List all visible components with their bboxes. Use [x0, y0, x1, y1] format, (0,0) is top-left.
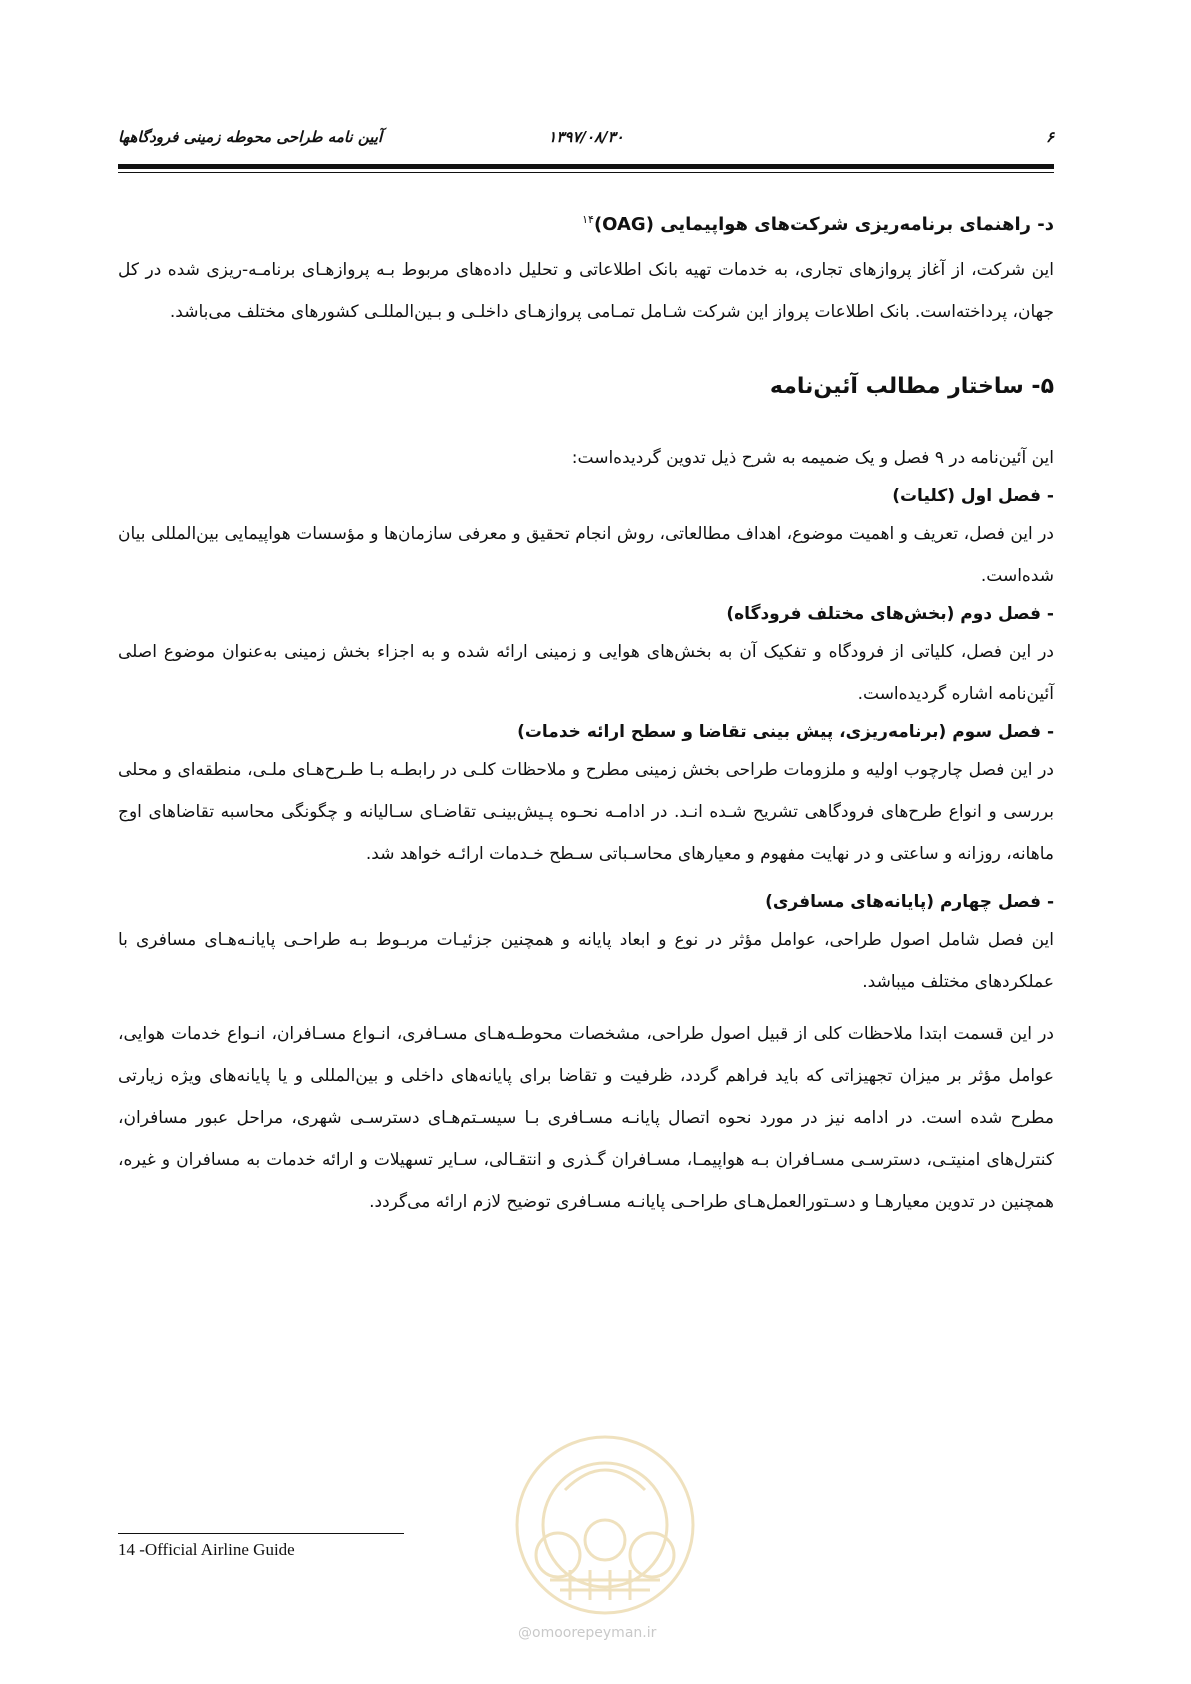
header-rule-thin — [118, 172, 1054, 173]
subsection-d-body: این شرکت، از آغاز پروازهای تجاری، به خدمات تهیه بانک اطلاعاتی و تحلیل داده‌های مربوط بـه پروازهـای برنامـه-ریزی شده در کل جهان، پرداخته‌است. بانک اطلاعات پرواز این شرکت شـامل تمـامی پروازهـای داخلـی و بـین‌المللـی کشورهای مختلف می‌باشد. — [118, 260, 1054, 322]
subsection-d-heading-text: د- راهنمای برنامه‌ریزی شرکت‌های هواپیمایی (OAG) — [593, 214, 1054, 235]
header-rule-thick — [118, 164, 1054, 169]
chapter-4-title: - فصل چهارم (پایانه‌های مسافری) — [765, 892, 1054, 912]
document-title: آیین نامه طراحی محوطه زمینی فرودگاهها — [118, 128, 383, 146]
page-number: ۶ — [1045, 128, 1054, 146]
chapter-1-title: - فصل اول (کلیات) — [892, 486, 1054, 506]
footnote-separator — [118, 1533, 404, 1534]
chapter-1-body: در این فصل، تعریف و اهمیت موضوع، اهداف مطالعاتی، روش انجام تحقیق و معرفی سازمان‌ها و مؤسسات هواپیمایی بین‌المللی بیان شده‌است. — [118, 524, 1054, 586]
page-header — [118, 128, 1054, 154]
chapter-3-title: - فصل سوم (برنامه‌ریزی، پیش بینی تقاضا و سطح ارائه خدمات) — [517, 722, 1054, 742]
page-body — [118, 204, 1054, 1223]
footnote-reference: ۱۴ — [582, 213, 594, 226]
footnote: 14 -Official Airline Guide — [118, 1540, 295, 1559]
chapter-3-body: در این فصل چارچوب اولیه و ملزومات طراحی بخش زمینی مطرح و ملاحظات کلـی در رابطـه بـا طـرح‌هـای ملـی، منطقه‌ای و محلی بررسی و انواع طرح‌های فرودگاهی تشریح شـده انـد. در ادامـه نحـوه پـیش‌بینـی تقاضـای سـالیانه و چگونگی محاسبه تقاضاهای اوج ماهانه، روزانه و ساعتی و در نهایت مفهوم و معیارهای محاسـباتی سـطح خـدمات ارائـه خواهد شد. — [118, 760, 1054, 864]
subsection-d-heading — [118, 204, 1054, 241]
chapter-4-body: این فصل شامل اصول طراحی، عوامل مؤثر در نوع و ابعاد پایانه و همچنین جزئیـات مربـوط بـه طراحـی پایانـه‌هـای مسافری با عملکردهای مختلف میباشد. — [118, 930, 1054, 992]
section-5-intro: این آئین‌نامه در ۹ فصل و یک ضمیمه به شرح ذیل تدوین گردیده‌است: — [571, 448, 1054, 468]
header-date: ۱۳۹۷/۰۸/۳۰ — [548, 128, 624, 146]
closing-paragraph: در این قسمت ابتدا ملاحظات کلی از قبیل اصول طراحی، مشخصات محوطـه‌هـای مسـافری، انـواع مسـافران، انـواع خدمات هوایی، عوامل مؤثر بر میزان تجهیزاتی که باید فراهم گردد، ظرفیت و تقاضا برای پایانه‌های داخلی و بین‌المللی و یا پایانه‌های ویژه زیارتی مطرح شده است. در ادامه نیز در مورد نحوه اتصال پایانـه مسـافری بـا سیسـتم‌هـای دسترسـی شهری، مراحل عبور مسافران، کنترل‌های امنیتـی، دسترسـی مسـافران بـه هواپیمـا، مسـافران گـذری و انتقـالی، سـایر تسهیلات و ارائه خدمات به مسافران و غیره، همچنین در تدوین معیارهـا و دسـتورالعمل‌هـای طراحـی پایانـه مسـافری توضیح لازم ارائه می‌گردد. — [118, 1024, 1054, 1212]
section-5-heading: ۵- ساختار مطالب آئین‌نامه — [769, 374, 1054, 399]
chapter-2-body: در این فصل، کلیاتی از فرودگاه و تفکیک آن به بخش‌های هوایی و زمینی ارائه شده و به اجزاء بخش زمینی به‌عنوان موضوع اصلی آئین‌نامه اشاره گردیده‌است. — [118, 642, 1054, 704]
chapter-2-title: - فصل دوم (بخش‌های مختلف فرودگاه) — [726, 604, 1054, 624]
watermark-seal-icon — [510, 1430, 700, 1620]
watermark-caption: @omoorepeyman.ir — [518, 1625, 657, 1641]
